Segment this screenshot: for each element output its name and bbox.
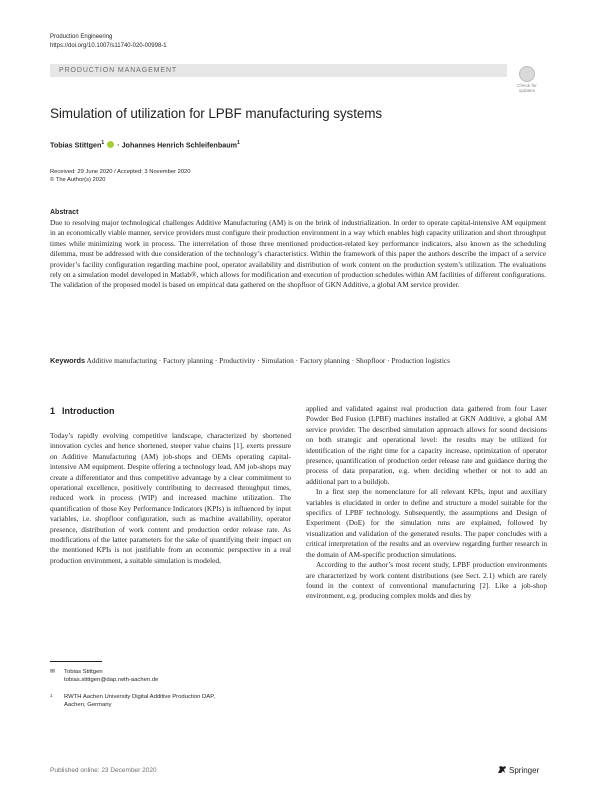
paper-title: Simulation of utilization for LPBF manufacturing systems [50,106,383,121]
received-accepted-dates: Received: 29 June 2020 / Accepted: 3 November 2020 [50,169,191,175]
check-updates-icon [519,66,535,82]
journal-name: Production Engineering [50,34,113,40]
intro-paragraph-4: According to the author’s most recent study, LPBF production environments are characterized by work content distributions (see Sect. 2.1) which are rarely found in the context of conventional manufacturing [2]. Like a job-shop environment, e.g. producing complex molds and dies by [306,560,547,601]
check-updates-line2: updates [518,88,536,94]
section-number: 1 [50,406,56,416]
springer-horse-icon [497,765,507,774]
orcid-icon[interactable] [107,141,114,148]
abstract-heading: Abstract [50,209,79,216]
check-for-updates-badge[interactable] [511,66,541,100]
affiliation-number: 1 [50,693,53,698]
corresponding-author: Tobias Stittgen [64,669,103,675]
author-1-affiliation: 1 [101,140,105,146]
author-2-affiliation: 1 [237,140,240,146]
affiliation-line-2: Aachen, Germany [64,702,112,708]
intro-paragraph-3: In a first step the nomenclature for all relevant KPIs, input and auxiliary variables is elucidated in order to define and structure a model suitable for the specifics of LPBF technology. Subsequently, the assumptions and Design of Experiment (DoE) for the simulation runs are explained, followed by visualization and validation of the generated results. The paper concludes with a critical interpretation of the results and an overview regarding further research in the domain of AM-specific production simulations. [306,487,547,559]
section-band-label: PRODUCTION MANAGEMENT [59,66,178,74]
published-online: Published online: 23 December 2020 [50,767,157,774]
springer-wordmark: Springer [509,766,540,775]
keywords-text: Additive manufacturing · Factory planning · Productivity · Simulation · Factory planning · Shopfloor · Production logistics [86,356,451,365]
intro-paragraph-1: Today’s rapidly evolving competitive landscape, characterized by shortened innovation cycles and hence shortened, steeper value chains [1], exerts pressure on Additive Manufacturing (AM) job-shops and OEMs operating capital-intensive AM equipment. Despite offering a technology lead, AM job-shops may create a differentiator and thus competitive advantage by a clear commitment to operational excellence, positively contributing to decreased throughput times, reduced work in process (WIP) and increased machine utilization. The quantification of those Key Performance Indicators (KPIs) is influenced by input variables, i.e. shopfloor configuration, such as machine availability, operator presence, distribution of work content and production order release rate. As modifications of the latter parameters for the sake of quantifying their impact on the mentioned KPIs is not justifiable from an economic perspective in a real production environment, a suitable simulation is modeled, [50,431,291,565]
section-title: Introduction [62,406,115,416]
check-updates-line1: Check for [517,83,537,88]
intro-paragraph-2: applied and validated against real production data gathered from four Laser Powder Bed Fusion (LPBF) machines installed at GKN Additive, a global AM service provider. The described simulation approach allows for sound decisions on both strategic and operational level: the results may be utilized for identification of the right time for a capacity increase, optimization of operator presence, quantification of production order release rate and guidance during the process of data preparation, e.g. when deciding whether or not to add an additional part to a buildjob. [306,404,547,486]
keywords-label: Keywords [50,356,86,365]
corresponding-email[interactable]: tobias.stittgen@dap.rwth-aachen.de [64,677,159,683]
springer-logo [497,765,539,775]
author-2[interactable]: Johannes Henrich Schleifenbaum [121,140,237,150]
author-separator: · [117,140,120,150]
column-left [50,431,291,566]
section-heading-introduction [50,406,115,416]
email-icon: ✉ [50,669,55,675]
abstract-text: Due to resolving major technological challenges Additive Manufacturing (AM) is on the brink of industrialization. In order to operate capital-intensive AM equipment in an economically viable manner, service providers must configure their production environment in a way which enables high capacity utilization and short throughput times while minimizing work in process. The interrelation of those three mentioned production-related key performance indicators, also known as the scheduling dilemma, must be addressed with due consideration of the technology’s characteristics. Within the framework of this paper the authors describe the impact of a service provider’s facility configuration regarding machine pool, operator availability and distribution of work content on the production system’s utilization. The evaluations rely on a simulation model developed in Matlab®, which allows for modification and execution of production schedules within AM facilities of different configurations. The validation of the proposed model is based on empirical data gathered on the shopfloor of GKN Additive, a global AM service provider. [50,218,546,290]
footnote-rule [50,661,102,662]
affiliation-line-1: RWTH Aachen University Digital Additive Production DAP, [64,694,216,700]
keywords [50,356,546,366]
author-1[interactable]: Tobias Stittgen [50,140,102,150]
author-line [50,140,240,149]
copyright: © The Author(s) 2020 [50,177,106,183]
doi-link[interactable]: https://doi.org/10.1007/s11740-020-00998-1 [50,43,167,49]
column-right [306,404,547,602]
section-band [50,64,507,77]
